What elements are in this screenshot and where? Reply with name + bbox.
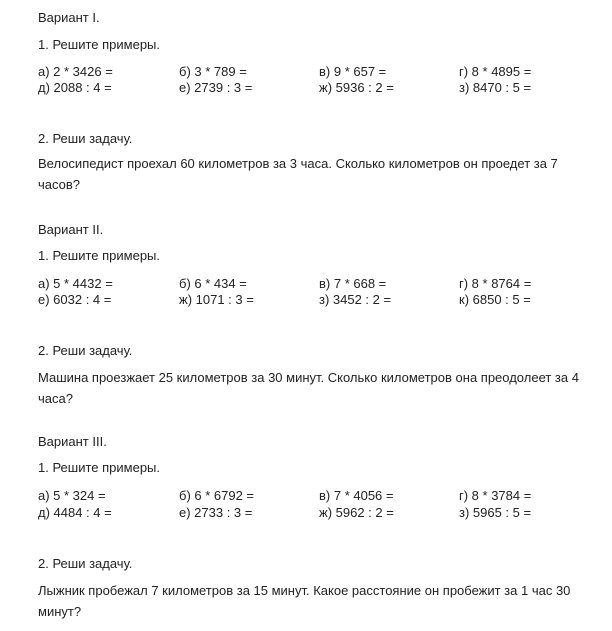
examples-row (38, 64, 598, 80)
example-item: а) 5 * 324 = (38, 488, 106, 503)
task-heading: 2. Реши задачу. (38, 131, 133, 146)
example-item: г) 8 * 8764 = (459, 276, 532, 291)
examples-heading: 1. Решите примеры. (38, 460, 161, 475)
variant-title: Вариант III. (38, 434, 107, 449)
example-item: е) 6032 : 4 = (38, 292, 112, 307)
task-text: Машина проезжает 25 километров за 30 минут. Сколько километров она преодолеет за 4 часа? (38, 370, 579, 406)
examples-row (38, 505, 598, 521)
example-item: ж) 1071 : 3 = (179, 292, 254, 307)
variant-title: Вариант II. (38, 222, 104, 237)
example-item: б) 6 * 434 = (179, 276, 247, 291)
example-item: в) 7 * 4056 = (319, 488, 394, 503)
example-item: д) 4484 : 4 = (38, 505, 112, 520)
examples-heading: 1. Решите примеры. (38, 248, 161, 263)
example-item: д) 2088 : 4 = (38, 80, 112, 95)
example-item: з) 3452 : 2 = (319, 292, 392, 307)
example-item: з) 5965 : 5 = (459, 505, 532, 520)
task-text: Велосипедист проехал 60 километров за 3 часа. Сколько километров он проедет за 7 часов? (38, 156, 558, 192)
example-item: а) 5 * 4432 = (38, 276, 113, 291)
example-item: в) 7 * 668 = (319, 276, 387, 291)
example-item: к) 6850 : 5 = (459, 292, 531, 307)
example-item: в) 9 * 657 = (319, 64, 387, 79)
variant-title: Вариант I. (38, 10, 100, 25)
example-item: з) 8470 : 5 = (459, 80, 532, 95)
example-item: г) 8 * 4895 = (459, 64, 532, 79)
examples-heading: 1. Решите примеры. (38, 37, 161, 52)
task-heading: 2. Реши задачу. (38, 343, 133, 358)
example-item: б) 3 * 789 = (179, 64, 247, 79)
examples-row (38, 80, 598, 96)
example-item: ж) 5962 : 2 = (319, 505, 394, 520)
examples-row (38, 276, 598, 292)
example-item: а) 2 * 3426 = (38, 64, 113, 79)
task-text: Лыжник пробежал 7 километров за 15 минут. Какое расстояние он пробежит за 1 час 30 минут? (38, 583, 571, 619)
example-item: б) 6 * 6792 = (179, 488, 255, 503)
example-item: е) 2739 : 3 = (179, 80, 253, 95)
examples-row (38, 292, 598, 308)
examples-row (38, 488, 598, 504)
example-item: ж) 5936 : 2 = (319, 80, 394, 95)
example-item: г) 8 * 3784 = (459, 488, 532, 503)
task-heading: 2. Реши задачу. (38, 556, 133, 571)
example-item: е) 2733 : 3 = (179, 505, 253, 520)
